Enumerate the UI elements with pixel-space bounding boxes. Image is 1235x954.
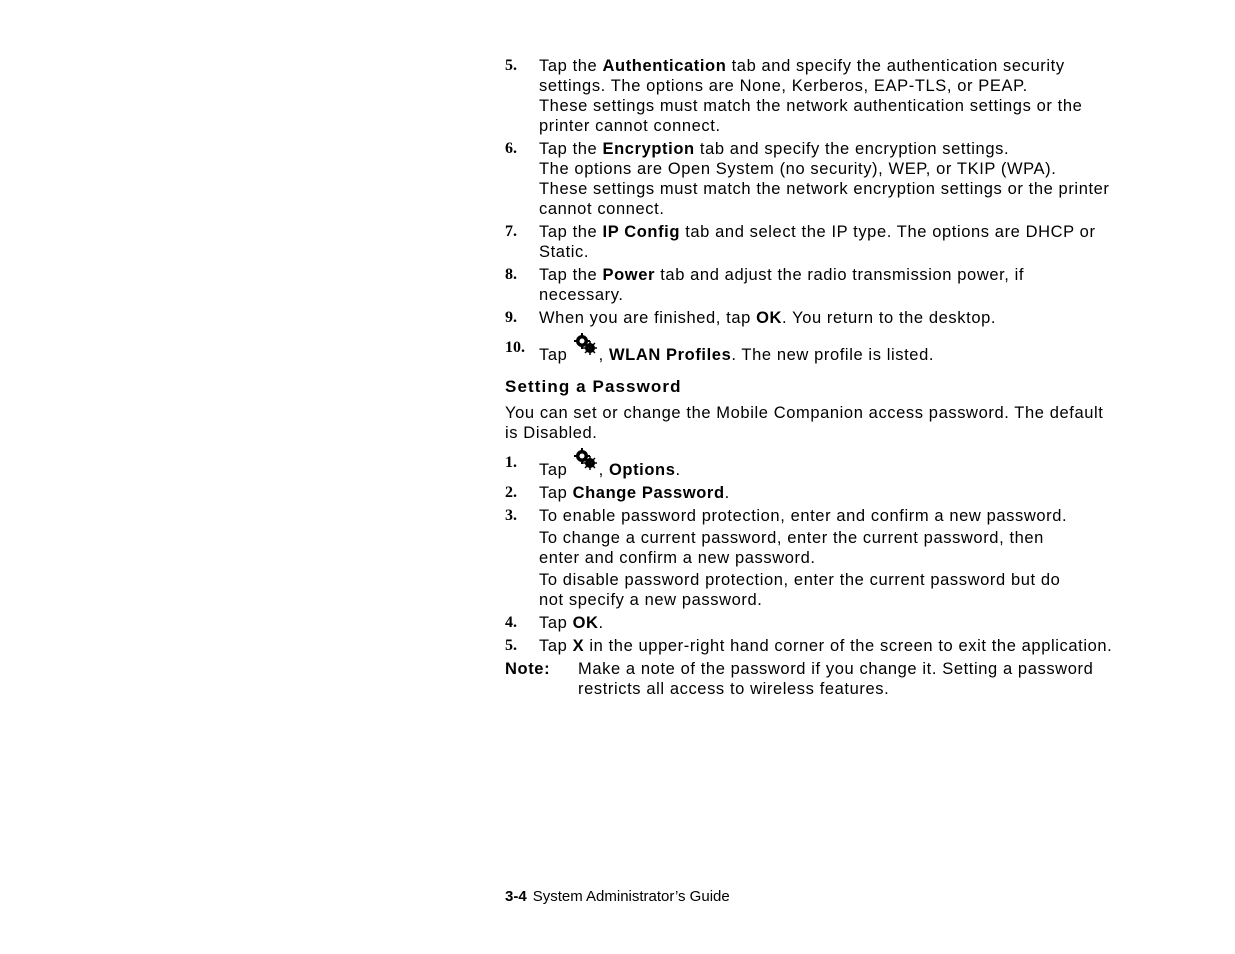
step-text-pre: Tap the [539, 266, 603, 284]
step-text-pre: Tap [539, 346, 573, 364]
step-text-line: settings. The options are None, Kerberos, EAP-TLS, or PEAP. [539, 77, 1028, 95]
list-item [505, 338, 1195, 365]
step-subtext: not specify a new password. [539, 591, 763, 609]
step-text-post: . [724, 484, 730, 502]
step-text [539, 308, 1195, 328]
step-text-bold: IP Config [602, 223, 681, 241]
step-number: 1. [505, 454, 517, 471]
step-number: 10. [505, 339, 525, 356]
step-text [539, 222, 1195, 242]
step-number: 5. [505, 57, 517, 74]
settings-gear-icon [573, 332, 599, 358]
step-number: 3. [505, 507, 517, 524]
list-item [505, 139, 1195, 219]
note-line: Make a note of the password if you change it. Setting a password [578, 660, 1094, 678]
step-text-line: Static. [539, 243, 590, 261]
step-text-line: The options are Open System (no security), WEP, or TKIP (WPA). [539, 160, 1057, 178]
footer-title: System Administrator’s Guide [532, 888, 730, 905]
step-subtext: enter and confirm a new password. [539, 549, 816, 567]
step-text-pre: Tap [539, 484, 573, 502]
section-intro [505, 403, 1195, 443]
step-text [539, 56, 1195, 76]
step-text-pre: When you are finished, tap [539, 309, 757, 327]
intro-line: You can set or change the Mobile Companion access password. The default [505, 404, 1104, 422]
step-text [539, 338, 1195, 365]
step-text-post: . [675, 461, 681, 479]
step-text-bold: Power [602, 266, 656, 284]
step-text-bold: OK [572, 614, 599, 632]
step-subtext: To change a current password, enter the current password, then [539, 529, 1044, 547]
page-number: 3-4 [505, 888, 527, 905]
step-text-post: tab and specify the encryption settings. [694, 140, 1010, 158]
step-text: To enable password protection, enter and confirm a new password. [539, 507, 1068, 525]
step-text-pre: Tap the [539, 140, 603, 158]
step-text-bold: X [572, 637, 585, 655]
step-text-pre: Tap the [539, 57, 603, 75]
step-text [539, 636, 1195, 656]
step-text-line: necessary. [539, 286, 624, 304]
step-text-line: These settings must match the network authentication settings or the [539, 97, 1083, 115]
step-text-post: . [598, 614, 604, 632]
step-text-line: These settings must match the network encryption settings or the printer [539, 180, 1110, 198]
note-label: Note: [505, 660, 551, 678]
step-text-pre: Tap [539, 637, 573, 655]
list-item [505, 222, 1195, 262]
step-text [539, 453, 1195, 480]
note-block [505, 659, 1195, 699]
list-item [505, 56, 1195, 136]
step-text [539, 613, 1195, 633]
step-number: 6. [505, 140, 517, 157]
step-text-bold: Encryption [602, 140, 695, 158]
step-text-post: tab and adjust the radio transmission power, if [655, 266, 1025, 284]
list-item [505, 483, 1195, 503]
step-text-post: tab and select the IP type. The options are DHCP or [680, 223, 1096, 241]
note-line: restricts all access to wireless features. [578, 680, 890, 698]
step-text-pre: Tap [539, 614, 573, 632]
step-text-line: printer cannot connect. [539, 117, 721, 135]
step-text-post: in the upper-right hand corner of the screen to exit the application. [584, 637, 1113, 655]
page-footer [505, 888, 730, 905]
step-number: 4. [505, 614, 517, 631]
step-text [539, 483, 1195, 503]
settings-gear-icon [573, 447, 599, 473]
step-number: 5. [505, 637, 517, 654]
list-item [505, 308, 1195, 328]
list-item [505, 506, 1195, 610]
step-text-bold: OK [756, 309, 783, 327]
section-heading: Setting a Password [505, 377, 682, 396]
step-text-pre: Tap [539, 461, 573, 479]
step-text-line: cannot connect. [539, 200, 665, 218]
step-text-post: . The new profile is listed. [731, 346, 935, 364]
step-text-bold: Authentication [602, 57, 727, 75]
step-text-bold: WLAN Profiles [608, 346, 732, 364]
list-item [505, 613, 1195, 633]
step-text [539, 265, 1195, 285]
step-number: 9. [505, 309, 517, 326]
step-text-bold: Change Password [572, 484, 725, 502]
step-text-mid: , [598, 346, 609, 364]
step-text-bold: Options [608, 461, 676, 479]
step-text-post: tab and specify the authentication security [726, 57, 1065, 75]
step-number: 2. [505, 484, 517, 501]
page-content [505, 56, 1195, 699]
step-number: 7. [505, 223, 517, 240]
step-text-mid: , [598, 461, 609, 479]
step-number: 8. [505, 266, 517, 283]
step-subtext: To disable password protection, enter the current password but do [539, 571, 1061, 589]
list-item [505, 265, 1195, 305]
step-text-pre: Tap the [539, 223, 603, 241]
step-text [539, 139, 1195, 159]
list-item [505, 453, 1195, 480]
step-text-post: . You return to the desktop. [782, 309, 997, 327]
intro-line: is Disabled. [505, 424, 598, 442]
list-item [505, 636, 1195, 656]
